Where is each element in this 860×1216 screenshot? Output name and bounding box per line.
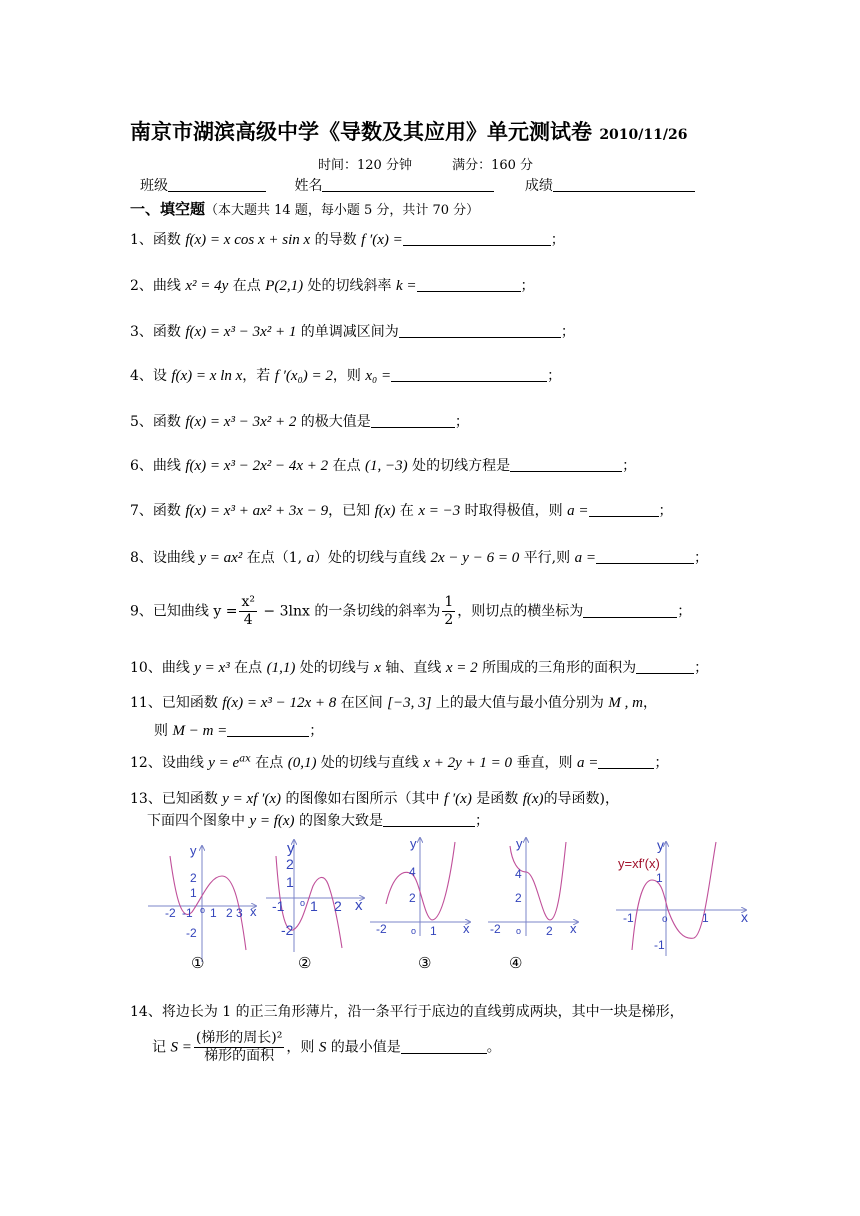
g3-tick-4: 4 bbox=[409, 865, 416, 879]
q7-text2: ，已知 bbox=[328, 503, 375, 519]
g5-tick-ym1: -1 bbox=[654, 938, 665, 952]
q11-text2: 在区间 bbox=[336, 695, 388, 711]
g1-option-label: ① bbox=[191, 955, 205, 972]
graph-4[interactable] bbox=[488, 836, 578, 972]
question-14-line2 bbox=[152, 1030, 501, 1065]
q9-text: 9、已知曲线 bbox=[130, 603, 214, 620]
q2-point: P(2,1) bbox=[265, 278, 304, 294]
g1-x-label: x bbox=[250, 904, 257, 919]
g4-curve bbox=[510, 842, 566, 920]
q10-end: ； bbox=[694, 660, 709, 676]
q10-point: (1,1) bbox=[266, 660, 296, 676]
q5-text: 5、函数 bbox=[130, 414, 186, 430]
q6-formula: f(x) = x³ − 2x² − 4x + 2 bbox=[185, 458, 329, 474]
q9-num1: x² bbox=[241, 594, 255, 610]
q3-end: ； bbox=[560, 324, 575, 340]
g4-tick-m2: -2 bbox=[490, 922, 501, 936]
g1-tick-x3: 3 bbox=[236, 906, 243, 920]
class-label: 班级 bbox=[140, 178, 168, 194]
q8-end: ； bbox=[693, 550, 708, 566]
q7-formula: f(x) = x³ + ax² + 3x − 9 bbox=[185, 503, 329, 519]
q6-text3: 处的切线方程是 bbox=[407, 458, 511, 474]
graph-3[interactable] bbox=[370, 836, 470, 972]
q12-end: ； bbox=[654, 755, 669, 771]
g4-tick-2: 2 bbox=[515, 891, 522, 905]
q2-end: ； bbox=[520, 278, 535, 294]
q14-s: S = bbox=[170, 1039, 192, 1056]
q13-text5: 下面四个图象中 bbox=[147, 813, 250, 829]
q1-text: 1、函数 bbox=[130, 232, 186, 248]
q4-text: 4、设 bbox=[130, 368, 172, 384]
q13-text3: 是函数 bbox=[471, 791, 523, 807]
q2-text2: 在点 bbox=[228, 278, 266, 294]
q4-text2: ，若 bbox=[242, 368, 275, 384]
q13-yfx: y = f(x) bbox=[249, 813, 295, 829]
q2-text3: 处的切线斜率 bbox=[303, 278, 397, 294]
time-label: 时间：120 分钟 bbox=[318, 158, 412, 173]
q12-text: 12、设曲线 bbox=[130, 755, 209, 771]
q14-answer-blank[interactable] bbox=[401, 1039, 487, 1054]
exam-date: 2010/11/26 bbox=[599, 127, 688, 143]
g2-tick-m1: -1 bbox=[272, 898, 285, 914]
q12-a: a = bbox=[576, 755, 599, 771]
graph-1[interactable] bbox=[148, 843, 257, 972]
g2-tick-ym2: -2 bbox=[281, 922, 294, 938]
q12-point: (0,1) bbox=[287, 755, 317, 771]
q12-exponent: ax bbox=[239, 753, 251, 765]
q9-den1: 4 bbox=[243, 612, 253, 628]
q14-text: 14、将边长为 1 的正三角形薄片，沿一条平行于底边的直线剪成两块，其中一块是梯形， bbox=[130, 1004, 684, 1020]
q10-text2: 在点 bbox=[229, 660, 267, 676]
q13-fx: f(x) bbox=[522, 791, 544, 807]
q12-formula: y = e bbox=[208, 755, 240, 771]
q8-text4: 平行,则 bbox=[519, 550, 575, 566]
g5-origin: o bbox=[662, 914, 668, 925]
q8-text2: 在点（1, bbox=[242, 550, 307, 566]
q11-text: 11、已知函数 bbox=[130, 695, 223, 711]
q14-end: 。 bbox=[486, 1039, 501, 1056]
q14-den: 梯形的面积 bbox=[204, 1048, 275, 1064]
q7-text: 7、函数 bbox=[130, 503, 186, 519]
q1-formula2: f ′(x) = bbox=[361, 232, 403, 248]
g4-origin: o bbox=[516, 926, 522, 936]
g1-tick-x2: 2 bbox=[226, 906, 233, 920]
q9-text2: 的一条切线的斜率为 bbox=[309, 603, 441, 620]
g3-tick-2: 2 bbox=[409, 891, 416, 905]
q2-formula: x² = 4y bbox=[185, 278, 229, 294]
q10-formula: y = x³ bbox=[194, 660, 230, 676]
graph-2[interactable] bbox=[266, 840, 364, 972]
g5-tick-m1: -1 bbox=[623, 911, 634, 925]
q8-a2: a = bbox=[574, 550, 596, 566]
q6-text: 6、曲线 bbox=[130, 458, 186, 474]
q1-text2: 的导数 bbox=[310, 232, 362, 248]
q5-end: ； bbox=[454, 414, 469, 430]
q6-point: (1, −3) bbox=[365, 458, 408, 474]
g2-tick-1: 1 bbox=[286, 874, 294, 890]
question-14 bbox=[130, 1001, 684, 1021]
g5-y-label: y bbox=[657, 837, 664, 853]
graph-5 bbox=[616, 837, 748, 956]
g4-option-label: ④ bbox=[509, 955, 523, 972]
g3-y-label: y bbox=[410, 836, 417, 851]
q4-formula: f(x) = x ln x bbox=[171, 368, 243, 384]
q9-ln: − 3lnx bbox=[258, 603, 310, 620]
q11-diff: M − m = bbox=[172, 723, 228, 739]
q13-end: ； bbox=[475, 813, 490, 829]
q14-text2: 记 bbox=[152, 1039, 171, 1056]
g2-tick-x1: 1 bbox=[310, 898, 318, 914]
g1-origin: o bbox=[200, 905, 206, 915]
q5-formula: f(x) = x³ − 3x² + 2 bbox=[185, 414, 297, 430]
q10-text4: 轴、直线 bbox=[380, 660, 446, 676]
g4-tick-4: 4 bbox=[515, 867, 522, 881]
g1-tick-x1: 1 bbox=[210, 906, 217, 920]
g3-x-label: x bbox=[463, 921, 470, 936]
q4-end: ； bbox=[547, 368, 562, 384]
q6-end: ； bbox=[622, 458, 637, 474]
g2-origin: o bbox=[300, 898, 306, 908]
q9-end: ； bbox=[677, 603, 692, 620]
q3-formula: f(x) = x³ − 3x² + 1 bbox=[185, 324, 297, 340]
section-note: （本大题共 14 题，每小题 5 分，共计 70 分） bbox=[205, 203, 480, 218]
q10-x: x bbox=[374, 660, 381, 676]
g4-y-label: y bbox=[516, 836, 523, 851]
q9-y: y = bbox=[213, 603, 238, 620]
g1-tick-2: 2 bbox=[190, 871, 197, 885]
q14-fraction bbox=[194, 1030, 285, 1065]
q3-text: 3、函数 bbox=[130, 324, 186, 340]
q9-num2: 1 bbox=[444, 594, 454, 610]
q9-den2: 2 bbox=[444, 612, 454, 628]
q8-formula: y = ax² bbox=[199, 550, 243, 566]
q13-text6: 的图象大致是 bbox=[294, 813, 384, 829]
q10-text: 10、曲线 bbox=[130, 660, 195, 676]
q13-fprime: f ′(x) bbox=[443, 791, 472, 807]
g2-option-label: ② bbox=[298, 955, 312, 972]
q8-text3: ）处的切线与直线 bbox=[314, 550, 431, 566]
q11-then: 则 bbox=[154, 723, 173, 739]
q14-text3: ，则 bbox=[286, 1039, 319, 1056]
g5-x-label: x bbox=[741, 909, 748, 925]
q12-text2: 在点 bbox=[250, 755, 288, 771]
q10-text5: 所围成的三角形的面积为 bbox=[477, 660, 637, 676]
q13-formula: y = xf ′(x) bbox=[222, 791, 282, 807]
g2-y-label: y bbox=[287, 840, 295, 857]
q7-text4: 时取得极值，则 bbox=[460, 503, 568, 519]
q12-text3: 处的切线与直线 bbox=[316, 755, 424, 771]
q4-cond: f ′(x₀) = 2 bbox=[274, 368, 333, 384]
q1-end: ； bbox=[550, 232, 565, 248]
q10-line: x = 2 bbox=[445, 660, 478, 676]
g1-tick-m2: -2 bbox=[165, 906, 176, 920]
q8-a: a bbox=[306, 550, 315, 566]
q7-fx: f(x) bbox=[374, 503, 396, 519]
q3-text2: 的单调减区间为 bbox=[296, 324, 399, 340]
q1-formula: f(x) = x cos x + sin x bbox=[185, 232, 311, 248]
q12-line: x + 2y + 1 = 0 bbox=[423, 755, 513, 771]
g1-tick-ym2: -2 bbox=[186, 926, 197, 940]
g4-tick-x2: 2 bbox=[546, 924, 553, 938]
q7-a: a = bbox=[567, 503, 589, 519]
q4-text3: ，则 bbox=[332, 368, 366, 384]
g2-x-label: x bbox=[355, 897, 363, 914]
g1-curve bbox=[170, 856, 246, 950]
g5-function-label: y=xf′(x) bbox=[618, 856, 660, 871]
q6-text2: 在点 bbox=[328, 458, 366, 474]
g3-tick-x1: 1 bbox=[430, 924, 437, 938]
g3-origin: o bbox=[411, 926, 417, 936]
q11-mm: M , m bbox=[608, 695, 643, 711]
q12-text4: 垂直，则 bbox=[512, 755, 577, 771]
q7-text3: 在 bbox=[395, 503, 419, 519]
g2-tick-2: 2 bbox=[286, 856, 294, 872]
q8-line: 2x − y − 6 = 0 bbox=[430, 550, 520, 566]
q5-text2: 的极大值是 bbox=[296, 414, 371, 430]
section-title: 一、填空题 bbox=[130, 200, 206, 218]
q7-end: ； bbox=[658, 503, 673, 519]
q4-x0: x₀ = bbox=[365, 368, 392, 384]
q14-num: (梯形的周长)² bbox=[195, 1030, 283, 1046]
q10-text3: 处的切线与 bbox=[295, 660, 375, 676]
g4-x-label: x bbox=[570, 921, 577, 936]
q9-text3: ，则切点的横坐标为 bbox=[457, 603, 584, 620]
q2-k: k = bbox=[396, 278, 417, 294]
title-text: 南京市湖滨高级中学《导数及其应用》单元测试卷 bbox=[130, 119, 592, 144]
q11-end: ； bbox=[309, 723, 324, 739]
q13-text: 13、已知函数 bbox=[130, 791, 223, 807]
g5-tick-x1: 1 bbox=[702, 911, 709, 925]
score-label: 满分：160 分 bbox=[452, 158, 534, 173]
g2-tick-x2: 2 bbox=[334, 898, 342, 914]
q11-formula: f(x) = x³ − 12x + 8 bbox=[222, 695, 337, 711]
q14-text4: 的最小值是 bbox=[326, 1039, 401, 1056]
q2-text: 2、曲线 bbox=[130, 278, 186, 294]
g3-tick-m2: -2 bbox=[376, 922, 387, 936]
q11-interval: [−3, 3] bbox=[387, 695, 432, 711]
g1-tick-m1: -1 bbox=[182, 906, 193, 920]
g1-y-label: y bbox=[190, 843, 197, 858]
g5-tick-1: 1 bbox=[656, 871, 663, 885]
q13-text2: 的图像如右图所示（其中 bbox=[281, 791, 444, 807]
name-label: 姓名 bbox=[294, 178, 323, 194]
q11-text3: 上的最大值与最小值分别为 bbox=[431, 695, 609, 711]
q14-s2: S bbox=[318, 1039, 327, 1056]
g3-option-label: ③ bbox=[418, 955, 432, 972]
q8-text: 8、设曲线 bbox=[130, 550, 200, 566]
q11-comma: ， bbox=[642, 695, 657, 711]
q7-xval: x = −3 bbox=[418, 503, 461, 519]
q13-text4: 的导函数)， bbox=[543, 791, 620, 807]
grade-label: 成绩 bbox=[524, 178, 553, 194]
g1-tick-1: 1 bbox=[190, 886, 197, 900]
